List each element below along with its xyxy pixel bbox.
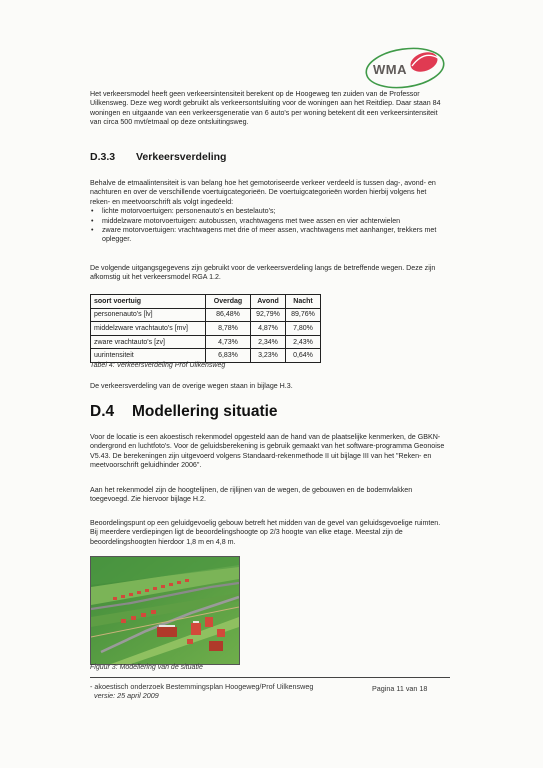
footer-version: versie: 25 april 2009	[94, 691, 159, 701]
table-cell: 6,83%	[206, 349, 251, 363]
vehicle-category-list	[90, 207, 445, 245]
table-cell: uurintensiteit	[91, 349, 206, 363]
source-paragraph: De volgende uitgangsgegevens zijn gebruikt voor de verkeersverdeling langs de betreffende wegen. Deze zijn afkomstig uit het verkeersmodel RGA 1.2.	[90, 264, 436, 282]
page-number: Pagina 11 van 18	[372, 684, 428, 693]
table-cell: 89,76%	[286, 308, 321, 322]
paragraph-text: Behalve de etmaalintensiteit is van belang hoe het gemotoriseerde verkeer verdeeld is tussen dag-, avond- en nachturen en over de verschillende voertuigcategorieën. De voertuigcategorieën worden hierbij volgens het reken- en meetvoorschrift als volgt ingedeeld:	[90, 179, 436, 206]
model-rendering-image	[91, 557, 239, 664]
logo-text: WMA	[373, 62, 407, 77]
table-cell: 2,34%	[251, 335, 286, 349]
section-heading-d4	[90, 403, 278, 421]
list-item: • middelzware motorvoertuigen: autobussen, vrachtwagens met twee assen en vier achterwielen	[90, 217, 445, 226]
column-header: Nacht	[286, 295, 321, 309]
column-header: soort voertuig	[91, 295, 206, 309]
assessment-paragraph: Beoordelingspunt op een geluidgevoelig gebouw betreft het midden van de gevel van geluidsgevoelige ruimten. Bij meerdere verdiepingen ligt de beoordelingshoogte op 2/3 hoogte van elke etage. Meestal zijn de beoordelingshoogten hierdoor 1,8 m en 4,8 m.	[90, 519, 441, 546]
other-roads-note: De verkeersverdeling van de overige wegen staan in bijlage H.3.	[90, 382, 293, 390]
table-cell: 86,48%	[206, 308, 251, 322]
section-heading-d33	[90, 151, 226, 163]
section-number: D.3.3	[90, 151, 116, 163]
table-cell: 4,87%	[251, 322, 286, 336]
table-cell: 0,64%	[286, 349, 321, 363]
table-cell: 7,80%	[286, 322, 321, 336]
list-item: • zware motorvoertuigen: vrachtwagens met drie of meer assen, vrachtwagens met aanhanger, trekkers met oplegger.	[90, 226, 445, 245]
column-header: Avond	[251, 295, 286, 309]
table-cell: 4,73%	[206, 335, 251, 349]
verkeersverdeling-intro	[90, 179, 445, 245]
table-cell: 8,78%	[206, 322, 251, 336]
table-cell: 2,43%	[286, 335, 321, 349]
section-number: D.4	[90, 403, 115, 420]
table-row	[91, 322, 321, 336]
intro-paragraph: Het verkeersmodel heeft geen verkeersintensiteit berekent op de Hoogeweg ten zuiden van de Professor Uilkensweg. Deze weg wordt gebruikt als verkeersontsluiting voor de woningen aan het Reitdiep. Daar staan 84 woningen en uitgaande van een verkeersgeneratie van 6 auto's per woning betekent dit een verkeersintensiteit van circa 500 mvt/etmaal op deze ontsluitingsweg.	[90, 90, 441, 127]
table-cell: 92,79%	[251, 308, 286, 322]
column-header: Overdag	[206, 295, 251, 309]
table-cell: zware vrachtauto's [zv]	[91, 335, 206, 349]
section-title: Verkeersverdeling	[136, 151, 227, 163]
table-cell: personenauto's [lv]	[91, 308, 206, 322]
traffic-distribution-table	[90, 294, 321, 363]
table-cell: middelzware vrachtauto's [mv]	[91, 322, 206, 336]
section-title: Modellering situatie	[132, 403, 278, 420]
table-cell: 3,23%	[251, 349, 286, 363]
table-caption: Tabel 4: Verkeersverdeling Prof Uilkensweg	[90, 362, 226, 369]
list-item: • lichte motorvoertuigen: personenauto's en bestelauto's;	[90, 207, 445, 216]
figure-caption: Figuur 3: Modellering van de situatie	[90, 664, 203, 671]
footer-document-info	[90, 682, 313, 701]
model-paragraph: Voor de locatie is een akoestisch rekenmodel opgesteld aan de hand van de plaatselijke kenmerken, de GBKN-ondergrond en luchtfoto's. Voor de geluidsberekening is gebruik gemaakt van het software-programma Geonoise V5.43. De berekeningen zijn uitgevoerd volgens Standaard-rekenmethode II uit bijlage III van het "Reken- en meetvoorschrift geluidhinder 2006".	[90, 433, 445, 470]
table-row	[91, 335, 321, 349]
footer-divider	[90, 677, 450, 678]
table-header-row	[91, 295, 321, 309]
model-figure	[90, 556, 240, 665]
table-row	[91, 349, 321, 363]
table-row	[91, 308, 321, 322]
footer-title: - akoestisch onderzoek Bestemmingsplan Hoogeweg/Prof Uilkensweg	[90, 682, 314, 691]
model-elements-paragraph: Aan het rekenmodel zijn de hoogtelijnen, de rijlijnen van de wegen, de gebouwen en de bodemvlakken toegevoegd. Zie hiervoor bijlage H.2.	[90, 486, 413, 504]
